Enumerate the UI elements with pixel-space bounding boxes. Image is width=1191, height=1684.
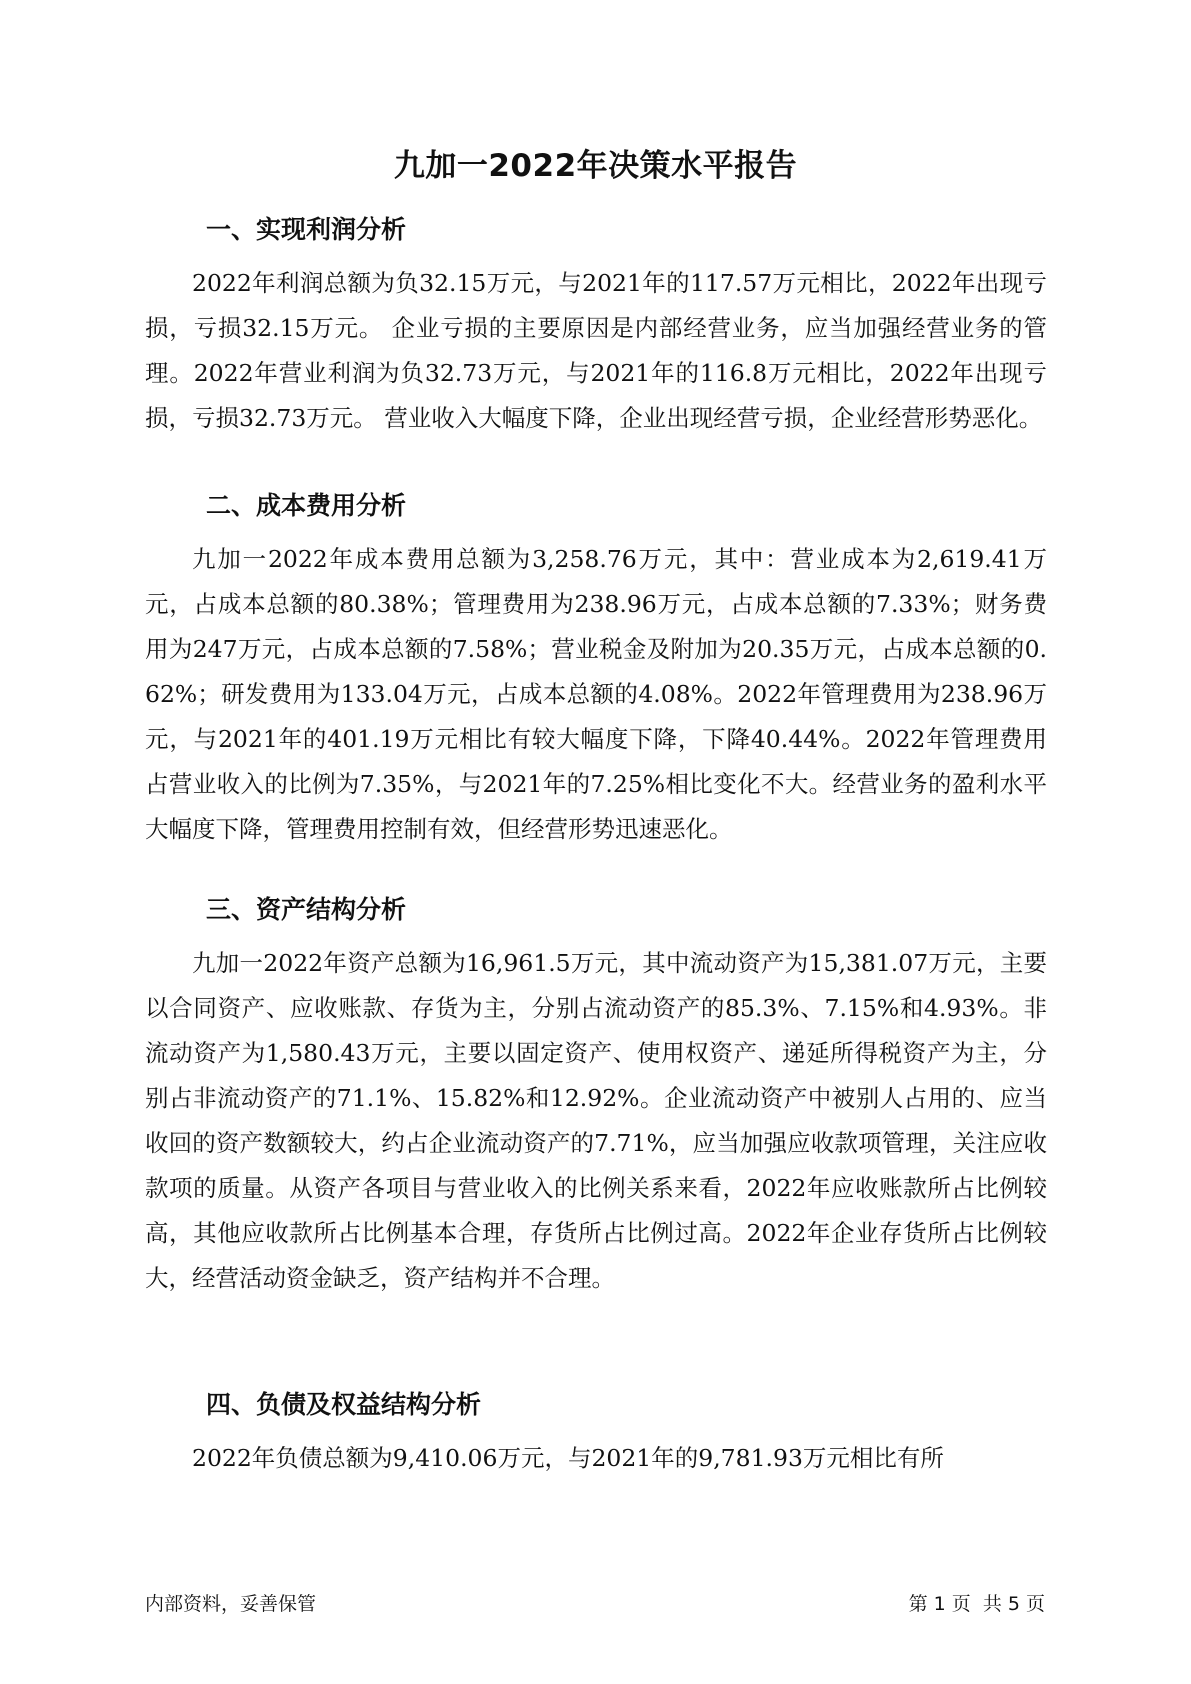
- section-paragraph: 2022年利润总额为负32.15万元，与2021年的117.57万元相比，2022年出现亏损，亏损32.15万元。 企业亏损的主要原因是内部经营业务，应当加强经营业务的管理。2022年营业利润为负32.73万元，与2021年的116.8万元相比，2022年出现亏损，亏损32.73万元。 营业收入大幅度下降，企业出现经营亏损，企业经营形势恶化。: [145, 269, 1047, 432]
- section-heading: 三、资产结构分析: [206, 895, 407, 924]
- section-paragraph: 2022年负债总额为9,410.06万元，与2021年的9,781.93万元相比有所: [192, 1444, 944, 1472]
- section-heading: 一、实现利润分析: [206, 215, 407, 244]
- section-heading: 四、负债及权益结构分析: [206, 1390, 482, 1419]
- footer-page-number: 第 1 页 共 5 页: [908, 1593, 1045, 1615]
- section-cost-analysis: [145, 489, 1047, 852]
- section-paragraph: 九加一2022年成本费用总额为3,258.76万元，其中：营业成本为2,619.41万元，占成本总额的80.38%；管理费用为238.96万元，占成本总额的7.33%；财务费用为247万元，占成本总额的7.58%；营业税金及附加为20.35万元，占成本总额的0.62%；研发费用为133.04万元，占成本总额的4.08%。2022年管理费用为238.96万元，与2021年的401.19万元相比有较大幅度下降，下降40.44%。2022年管理费用占营业收入的比例为7.35%，与2021年的7.25%相比变化不大。经营业务的盈利水平大幅度下降，管理费用控制有效，但经营形势迅速恶化。: [145, 545, 1047, 843]
- footer-confidential-note: 内部资料，妥善保管: [145, 1593, 317, 1615]
- section-paragraph: 九加一2022年资产总额为16,961.5万元，其中流动资产为15,381.07万元，主要以合同资产、应收账款、存货为主，分别占流动资产的85.3%、7.15%和4.93%。非流动资产为1,580.43万元，主要以固定资产、使用权资产、递延所得税资产为主，分别占非流动资产的71.1%、15.82%和12.92%。企业流动资产中被别人占用的、应当收回的资产数额较大，约占企业流动资产的7.71%，应当加强应收款项管理，关注应收款项的质量。从资产各项目与营业收入的比例关系来看，2022年应收账款所占比例较高，其他应收款所占比例基本合理，存货所占比例过高。2022年企业存货所占比例较大，经营活动资金缺乏，资产结构并不合理。: [145, 949, 1047, 1292]
- section-profit-analysis: [145, 213, 1047, 441]
- section-liability-equity: [145, 1388, 1047, 1481]
- section-asset-structure: [145, 893, 1047, 1301]
- document-title: 九加一2022年决策水平报告: [393, 148, 798, 184]
- section-heading: 二、成本费用分析: [206, 491, 407, 520]
